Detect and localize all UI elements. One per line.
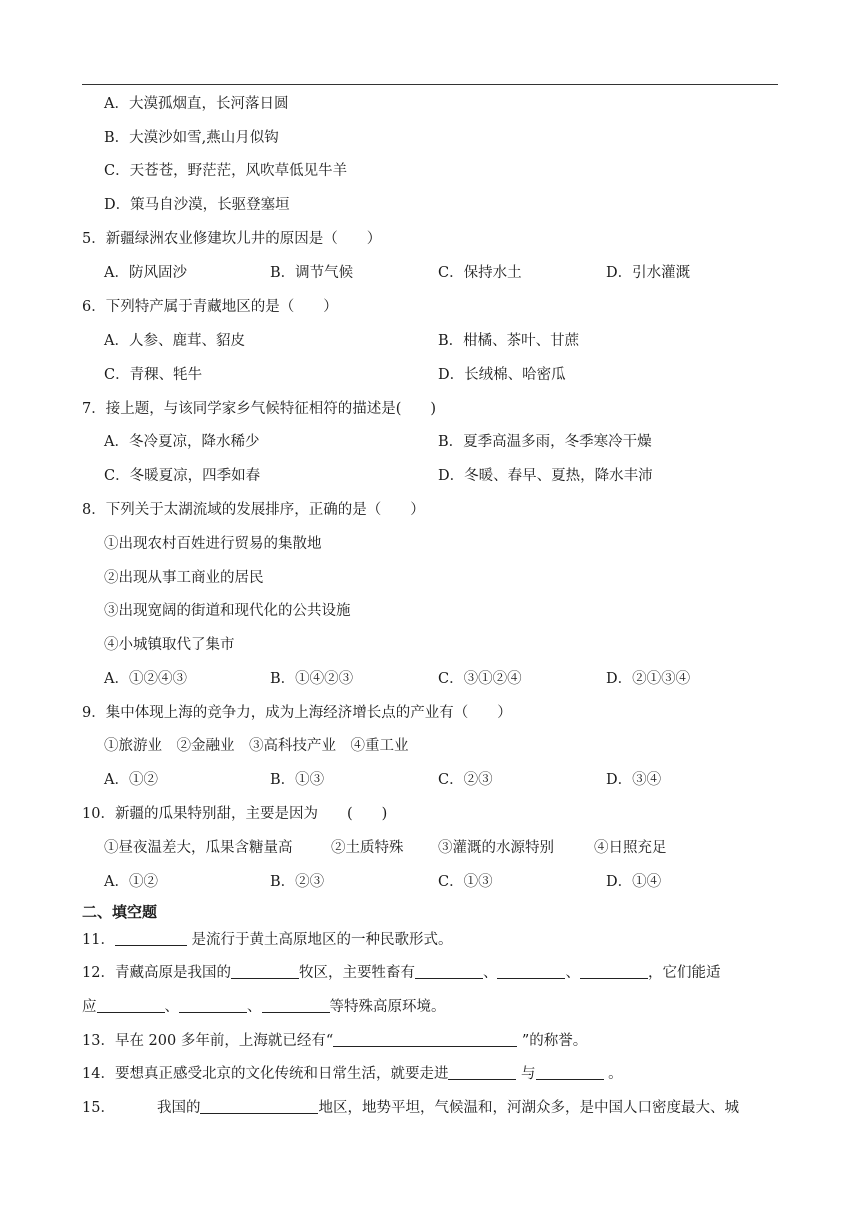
q5-option-a[interactable]: A．防风固沙: [104, 265, 187, 281]
q13-blank[interactable]: [333, 1032, 517, 1047]
q12-text-1: 青藏高原是我国的: [114, 965, 231, 981]
q12-sep: 、: [164, 999, 179, 1015]
q12-sep: 、: [247, 999, 262, 1015]
q15-number: 15．: [82, 1100, 115, 1116]
q10-stem: 10．新疆的瓜果特别甜，主要是因为 ( ): [82, 806, 388, 822]
q7-option-b[interactable]: B．夏季高温多雨，冬季寒冷干燥: [438, 434, 652, 450]
q10-item-2: ②土质特殊: [331, 840, 404, 856]
q8-item-4: ④小城镇取代了集市: [104, 637, 235, 653]
q15: [82, 1098, 739, 1118]
q8-option-d[interactable]: D．②①③④: [606, 671, 691, 687]
q5-stem: 5．新疆绿洲农业修建坎儿井的原因是（ ）: [82, 231, 382, 247]
q10-option-a[interactable]: A．①②: [104, 874, 158, 890]
q9-option-c[interactable]: C．②③: [438, 772, 493, 788]
q12-text-3: ，它们能适: [647, 965, 721, 981]
q14-text-1: 要想真正感受北京的文化传统和日常生活，就要走进: [114, 1066, 449, 1082]
q10-option-b[interactable]: B．②③: [270, 874, 325, 890]
q8-item-3: ③出现宽阔的街道和现代化的公共设施: [104, 603, 351, 619]
q6-option-d[interactable]: D．长绒棉、哈密瓜: [438, 367, 566, 383]
q7-stem: 7．接上题，与该同学家乡气候特征相符的描述是( ): [82, 401, 437, 417]
q11: [82, 930, 453, 950]
q12-blank-5[interactable]: [97, 998, 165, 1013]
q6-option-c[interactable]: C．青稞、牦牛: [104, 367, 203, 383]
q7-option-a[interactable]: A．冬冷夏凉，降水稀少: [104, 434, 260, 450]
q6-stem: 6．下列特产属于青藏地区的是（ ）: [82, 299, 338, 315]
q14-number: 14．: [82, 1066, 115, 1082]
q12-sep: 、: [482, 965, 498, 981]
q10-item-1: ①昼夜温差大，瓜果含糖量高: [104, 840, 293, 856]
q12-blank-6[interactable]: [179, 998, 247, 1013]
q5-option-d[interactable]: D．引水灌溉: [606, 265, 691, 281]
q12-blank-3[interactable]: [497, 964, 565, 979]
header-rule: [82, 84, 778, 85]
q6-option-b[interactable]: B．柑橘、茶叶、甘蔗: [438, 333, 580, 349]
q12-line-1: [82, 963, 720, 983]
q10-item-4: ④日照充足: [594, 840, 667, 856]
q12-blank-7[interactable]: [262, 998, 330, 1013]
q8-option-a[interactable]: A．①②④③: [104, 671, 187, 687]
q10-option-c[interactable]: C．①③: [438, 874, 493, 890]
q14-text-3: 。: [603, 1066, 623, 1082]
q4-option-a[interactable]: A．大漠孤烟直，长河落日圆: [104, 96, 289, 112]
q12-blank-1[interactable]: [231, 964, 299, 979]
q9-option-b[interactable]: B．①③: [270, 772, 325, 788]
q13-text-2: ”的称誉。: [517, 1033, 588, 1049]
q11-text: 是流行于黄土高原地区的一种民歌形式。: [186, 932, 453, 948]
q11-blank[interactable]: [115, 931, 187, 946]
q13-text-1: 早在 200 多年前，上海就已经有“: [114, 1033, 334, 1049]
q12-blank-4[interactable]: [580, 964, 648, 979]
q12-blank-2[interactable]: [415, 964, 483, 979]
q8-option-b[interactable]: B．①④②③: [270, 671, 354, 687]
q15-text-1: 我国的: [156, 1100, 201, 1116]
q12-line-2: [82, 997, 446, 1017]
q15-text-2: 地区，地势平坦，气候温和，河湖众多，是中国人口密度最大、城: [318, 1100, 739, 1116]
q11-number: 11．: [82, 932, 115, 948]
q8-stem: 8．下列关于太湖流域的发展排序，正确的是（ ）: [82, 502, 425, 518]
q8-option-c[interactable]: C．③①②④: [438, 671, 522, 687]
q4-option-d[interactable]: D．策马自沙漠，长驱登塞垣: [104, 197, 290, 213]
q12-text-2: 牧区，主要牲畜有: [298, 965, 415, 981]
q10-option-d[interactable]: D．①④: [606, 874, 662, 890]
q10-item-3: ③灌溉的水源特别: [438, 840, 554, 856]
q14: [82, 1064, 623, 1084]
q12-text-5: 等特殊高原环境。: [329, 999, 446, 1015]
q6-option-a[interactable]: A．人参、鹿茸、貂皮: [104, 333, 245, 349]
q13-number: 13．: [82, 1033, 115, 1049]
q12-sep: 、: [565, 965, 580, 981]
section-heading: 二、填空题: [82, 903, 158, 921]
q12-text-4: 应: [82, 999, 97, 1015]
q8-item-2: ②出现从事工商业的居民: [104, 570, 264, 586]
q12-number: 12．: [82, 965, 115, 981]
q9-stem: 9．集中体现上海的竞争力，成为上海经济增长点的产业有（ ）: [82, 705, 512, 721]
q5-option-c[interactable]: C．保持水土: [438, 265, 522, 281]
q9-items: ①旅游业 ②金融业 ③高科技产业 ④重工业: [104, 738, 409, 754]
q14-blank-1[interactable]: [448, 1065, 516, 1080]
q14-blank-2[interactable]: [536, 1065, 604, 1080]
q4-option-b[interactable]: B．大漠沙如雪,燕山月似钩: [104, 130, 279, 146]
q15-blank[interactable]: [200, 1099, 318, 1114]
q9-option-d[interactable]: D．③④: [606, 772, 662, 788]
q14-text-2: 与: [516, 1066, 536, 1082]
q13: [82, 1031, 587, 1051]
q9-option-a[interactable]: A．①②: [104, 772, 158, 788]
q7-option-d[interactable]: D．冬暖、春早、夏热，降水丰沛: [438, 468, 653, 484]
q7-option-c[interactable]: C．冬暖夏凉，四季如春: [104, 468, 261, 484]
q4-option-c[interactable]: C．天苍苍，野茫茫，风吹草低见牛羊: [104, 163, 348, 179]
q5-option-b[interactable]: B．调节气候: [270, 265, 354, 281]
q8-item-1: ①出现农村百姓进行贸易的集散地: [104, 536, 322, 552]
